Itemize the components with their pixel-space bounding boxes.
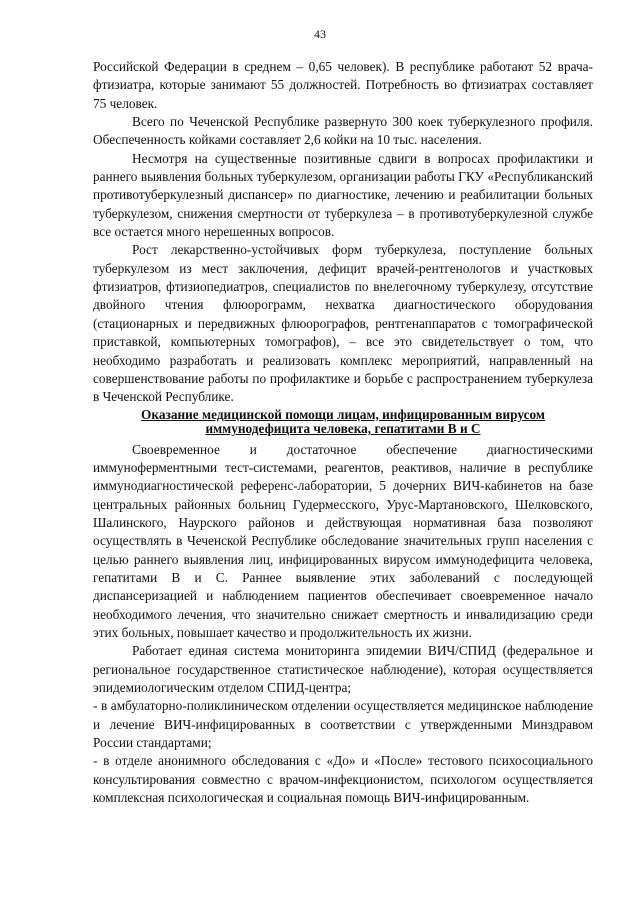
paragraph-4: Рост лекарственно-устойчивых форм туберкулеза, поступление больных туберкулезом из мест заключения, дефицит врачей-рентгенологов и участковых фтизиатров, фтизиопедиатров, специалистов по внелегочному туберкулезу, отсутствие двойного чтения флюорограмм, нехватка диагностического оборудования (стационарных и передвижных флюорографов, рентгенаппаратов с томографической приставкой, компьютерных томографов), – все это свидетельствует о том, что необходимо разработать и реализовать комплекс мероприятий, направленный на совершенствование работы по профилактике и борьбе с распространением туберкулеза в Чеченской Республике. — [93, 242, 593, 405]
document-body — [93, 58, 593, 807]
section-heading-line-1: Оказание медицинской помощи лицам, инфицированным вирусом — [141, 406, 545, 422]
paragraph-5: Своевременное и достаточное обеспечение диагностическими иммуноферментными тест-системами, реагентов, реактивов, наличие в республике иммунодиагностической референс-лаборатории, 5 дочерних ВИЧ-кабинетов на базе центральных районных больниц Гудермесского, Урус-Мартановского, Шелковского, Шалинского, Наурского районов и действующая нормативная база позволяют осуществлять в Чеченской Республике обследование значительных групп населения с целью раннего выявления лиц, инфицированных вирусом иммунодефицита человека, гепатитами В и С. Раннее выявление этих заболеваний с последующей диспансеризацией и наблюдением пациентов обеспечивает своевременное начало необходимого лечения, что значительно снижает смертность и инвалидизацию среди этих больных, повышает качество и продолжительность их жизни. — [93, 441, 593, 640]
list-item-anonymous: - в отделе анонимного обследования с «До» и «После» тестового психосоциального консультирования совместно с врачом-инфекционистом, психологом осуществляется комплексная психологическая и социальная помощь ВИЧ-инфицированным. — [93, 753, 593, 806]
list-item-outpatient: - в амбулаторно-поликлиническом отделении осуществляется медицинское наблюдение и лечение ВИЧ-инфицированных в соответствии с утвержденными Минздравом России стандартами; — [93, 698, 593, 751]
paragraph-3: Несмотря на существенные позитивные сдвиги в вопросах профилактики и раннего выявления больных туберкулезом, организации работы ГКУ «Республиканский противотуберкулезный диспансер» по диагностике, лечению и реабилитации больных туберкулезом, снижения смертности от туберкулеза – в противотуберкулезной службе все остается много нерешенных вопросов. — [93, 150, 593, 240]
paragraph-2: Всего по Чеченской Республике развернуто 300 коек туберкулезного профиля. Обеспеченность койками составляет 2,6 койки на 10 тыс. населения. — [93, 114, 593, 148]
section-heading — [93, 408, 593, 436]
page-number: 43 — [314, 27, 326, 41]
paragraph-1: Российской Федерации в среднем – 0,65 человек). В республике работают 52 врача-фтизиатра, которые занимают 55 должностей. Потребность во фтизиатрах составляет 75 человек. — [93, 59, 593, 111]
section-heading-line-2: иммунодефицита человека, гепатитами В и С — [205, 421, 481, 437]
paragraph-6: Работает единая система мониторинга эпидемии ВИЧ/СПИД (федеральное и региональное государственное статистическое наблюдение), которая осуществляется эпидемиологическим отделом СПИД-центра; — [93, 643, 593, 695]
